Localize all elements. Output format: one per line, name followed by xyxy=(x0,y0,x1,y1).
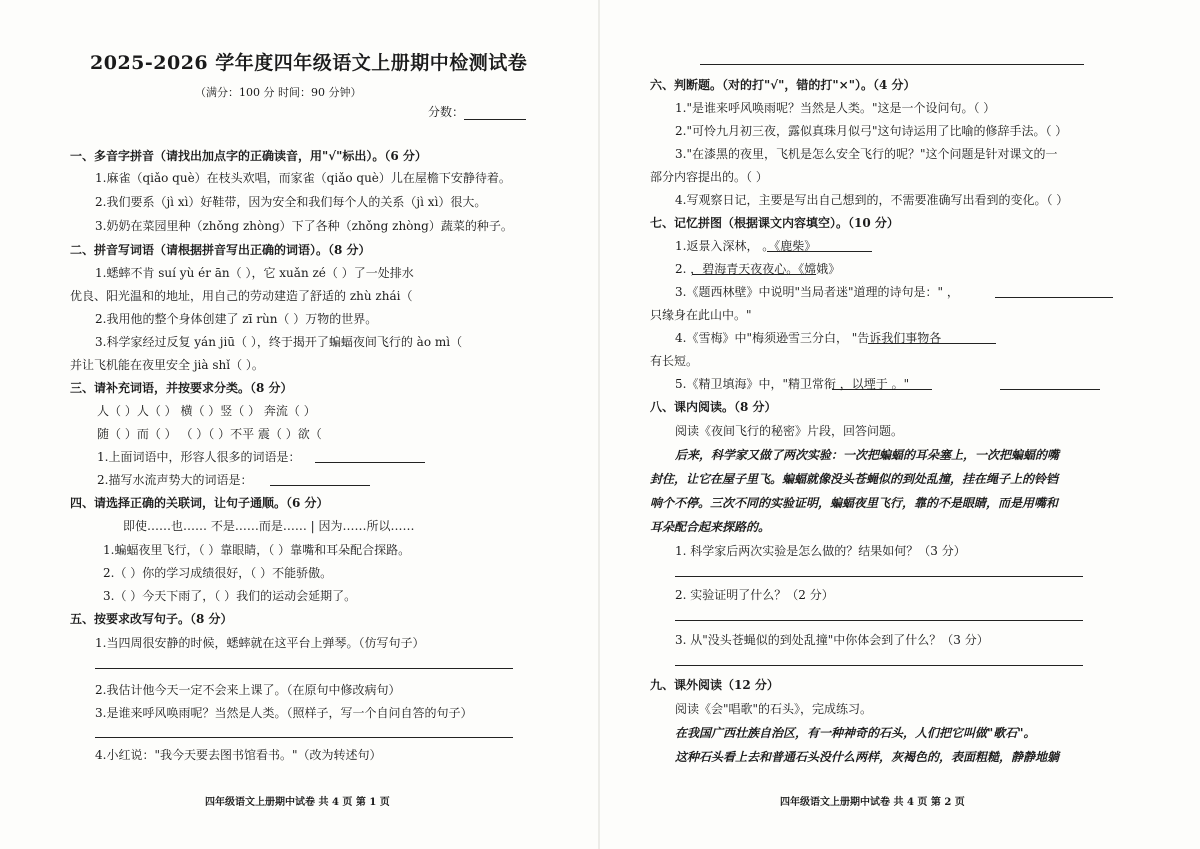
answer-line[interactable] xyxy=(270,485,370,486)
exam-subtitle: （满分：100 分 时间：90 分钟） xyxy=(195,86,362,99)
question-text: 优良、阳光温和的地址，用自己的劳动建造了舒适的 zhù zhái（ xyxy=(70,289,413,303)
question-text: 2."可怜九月初三夜，露似真珠月似弓"这句诗运用了比喻的修辞手法。（ ） xyxy=(675,124,1068,138)
answer-line[interactable] xyxy=(692,274,816,275)
passage-text: 响个不停。三次不同的实验证明，蝙蝠夜里飞行，靠的不是眼睛，而是用嘴和 xyxy=(650,496,1059,510)
answer-line[interactable] xyxy=(767,251,872,252)
question-text: 2. 实验证明了什么？（2 分） xyxy=(675,588,834,602)
question-text: 3."在漆黑的夜里，飞机是怎么安全飞行的呢？"这个问题是针对课文的一 xyxy=(675,147,1058,161)
passage-text: 这种石头看上去和普通石头没什么两样，灰褐色的，表面粗糙，静静地躺 xyxy=(675,750,1060,764)
answer-line[interactable] xyxy=(832,389,932,390)
question-text: 4.写观察日记，主要是写出自己想到的，不需要准确写出看到的变化。（ ） xyxy=(675,193,1069,207)
section-3-heading: 三、请补充词语，并按要求分类。（8 分） xyxy=(70,381,293,395)
question-text: 5.《精卫填海》中，"精卫常衔 ，以堙于 。" xyxy=(675,377,910,391)
question-text: 2.（ ）你的学习成绩很好，（ ）不能骄傲。 xyxy=(103,566,333,580)
section-2-heading: 二、拼音写词语（请根据拼音写出正确的词语）。（8 分） xyxy=(70,243,371,257)
question-text: 部分内容提出的。（ ） xyxy=(650,170,768,184)
reading-instruction: 阅读《会"唱歌"的石头》，完成练习。 xyxy=(675,702,873,716)
question-text: 1."是谁来呼风唤雨呢？当然是人类。"这是一个设问句。（ ） xyxy=(675,101,996,115)
page-footer: 四年级语文上册期中试卷 共 4 页 第 1 页 xyxy=(205,797,390,808)
question-text: 2.我估计他今天一定不会来上课了。（在原句中修改病句） xyxy=(95,683,401,697)
question-text: 1.返景入深林， 。《鹿柴》 xyxy=(675,239,817,253)
passage-text: 后来，科学家又做了两次实验：一次把蝙蝠的耳朵塞上，一次把蝙蝠的嘴 xyxy=(675,448,1060,462)
score-blank[interactable] xyxy=(464,119,526,120)
question-text: 4.《雪梅》中"梅须逊雪三分白， "告诉我们事物各 xyxy=(675,331,942,345)
question-text: 3.科学家经过反复 yán jiū（ ），终于揭开了蝙蝠夜间飞行的 ào mì（ xyxy=(95,335,463,349)
section-5-heading: 五、按要求改写句子。（8 分） xyxy=(70,612,233,626)
section-7-heading: 七、记忆拼图（根据课文内容填空）。（10 分） xyxy=(650,216,899,230)
question-text: 3.《题西林壁》中说明"当局者迷"道理的诗句是：" ， xyxy=(675,285,959,299)
question-text: 1.蝙蝠夜里飞行，（ ）靠眼睛，（ ）靠嘴和耳朵配合探路。 xyxy=(103,543,411,557)
question-text: 1.蟋蟀不肯 suí yù ér ān（ ），它 xuǎn zé（ ）了一处排水 xyxy=(95,266,414,280)
question-text: 4.小红说："我今天要去图书馆看书。"（改为转述句） xyxy=(95,748,382,762)
exam-page-2 xyxy=(600,0,1200,849)
word-fill-row: 随（ ）而（ ） （ ）（ ）不平 震（ ）欲（ xyxy=(97,427,322,441)
section-6-heading: 六、判断题。（对的打"√"，错的打"×"）。（4 分） xyxy=(650,78,916,92)
passage-text: 在我国广西壮族自治区，有一种神奇的石头，人们把它叫做"歌石"。 xyxy=(675,726,1036,740)
answer-line[interactable] xyxy=(95,668,513,669)
reading-instruction: 阅读《夜间飞行的秘密》片段，回答问题。 xyxy=(675,424,904,438)
word-fill-row: 人（ ）人（ ） 横（ ）竖（ ） 奔流（ ） xyxy=(97,404,316,418)
question-text: 3.奶奶在菜园里种（zhǒng zhòng）下了各种（zhǒng zhòng）蔬菜的种子。 xyxy=(95,219,513,233)
question-text: 有长短。 xyxy=(650,354,699,368)
section-4-heading: 四、请选择正确的关联词，让句子通顺。（6 分） xyxy=(70,496,329,510)
question-text: 1.麻雀（qiǎo què）在枝头欢唱，而家雀（qiǎo què）儿在屋檐下安静待着。 xyxy=(95,171,511,185)
question-text: 并让飞机能在夜里安全 jià shǐ（ ）。 xyxy=(70,358,264,372)
section-1-heading: 一、多音字拼音（请找出加点字的正确读音，用"√"标出）。（6 分） xyxy=(70,149,427,163)
question-text: 2.描写水流声势大的词语是： xyxy=(97,473,253,487)
question-text: 1.当四周很安静的时候，蟋蟀就在这平台上弹琴。（仿写句子） xyxy=(95,636,425,650)
answer-line[interactable] xyxy=(1000,389,1100,390)
answer-line[interactable] xyxy=(675,576,1083,577)
answer-line[interactable] xyxy=(675,620,1083,621)
question-text: 3.（ ）今天下雨了，（ ）我们的运动会延期了。 xyxy=(103,589,357,603)
score-label: 分数： xyxy=(428,105,465,119)
section-9-heading: 九、课外阅读（12 分） xyxy=(650,678,779,692)
question-text: 2.我用他的整个身体创建了 zī rùn（ ）万物的世界。 xyxy=(95,312,378,326)
answer-line[interactable] xyxy=(675,665,1083,666)
question-text: 只缘身在此山中。" xyxy=(650,308,752,322)
section-8-heading: 八、课内阅读。（8 分） xyxy=(650,400,777,414)
answer-line[interactable] xyxy=(95,737,513,738)
question-text: 1.上面词语中，形容人很多的词语是： xyxy=(97,450,301,464)
answer-line[interactable] xyxy=(315,462,425,463)
score-field[interactable] xyxy=(428,103,526,120)
question-text: 2. ，碧海青天夜夜心。《嫦娥》 xyxy=(675,262,841,276)
question-text: 2.我们要系（jì xì）好鞋带，因为安全和我们每个人的关系（jì xì）很大。 xyxy=(95,195,487,209)
answer-line[interactable] xyxy=(995,297,1113,298)
question-text: 3.是谁来呼风唤雨呢？当然是人类。（照样子，写一个自问自答的句子） xyxy=(95,706,473,720)
page-footer: 四年级语文上册期中试卷 共 4 页 第 2 页 xyxy=(780,797,965,808)
passage-text: 耳朵配合起来探路的。 xyxy=(650,520,771,534)
answer-line[interactable] xyxy=(868,343,996,344)
question-text: 1. 科学家后两次实验是怎么做的？结果如何？（3 分） xyxy=(675,544,966,558)
passage-text: 封住，让它在屋子里飞。蝙蝠就像没头苍蝇似的到处乱撞，挂在绳子上的铃铛 xyxy=(650,472,1059,486)
conjunction-options: 即使……也…… 不是……而是…… | 因为……所以…… xyxy=(123,519,415,533)
exam-title: 2025-2026 学年度四年级语文上册期中检测试卷 xyxy=(90,52,528,74)
question-text: 3. 从"没头苍蝇似的到处乱撞"中你体会到了什么？（3 分） xyxy=(675,633,989,647)
